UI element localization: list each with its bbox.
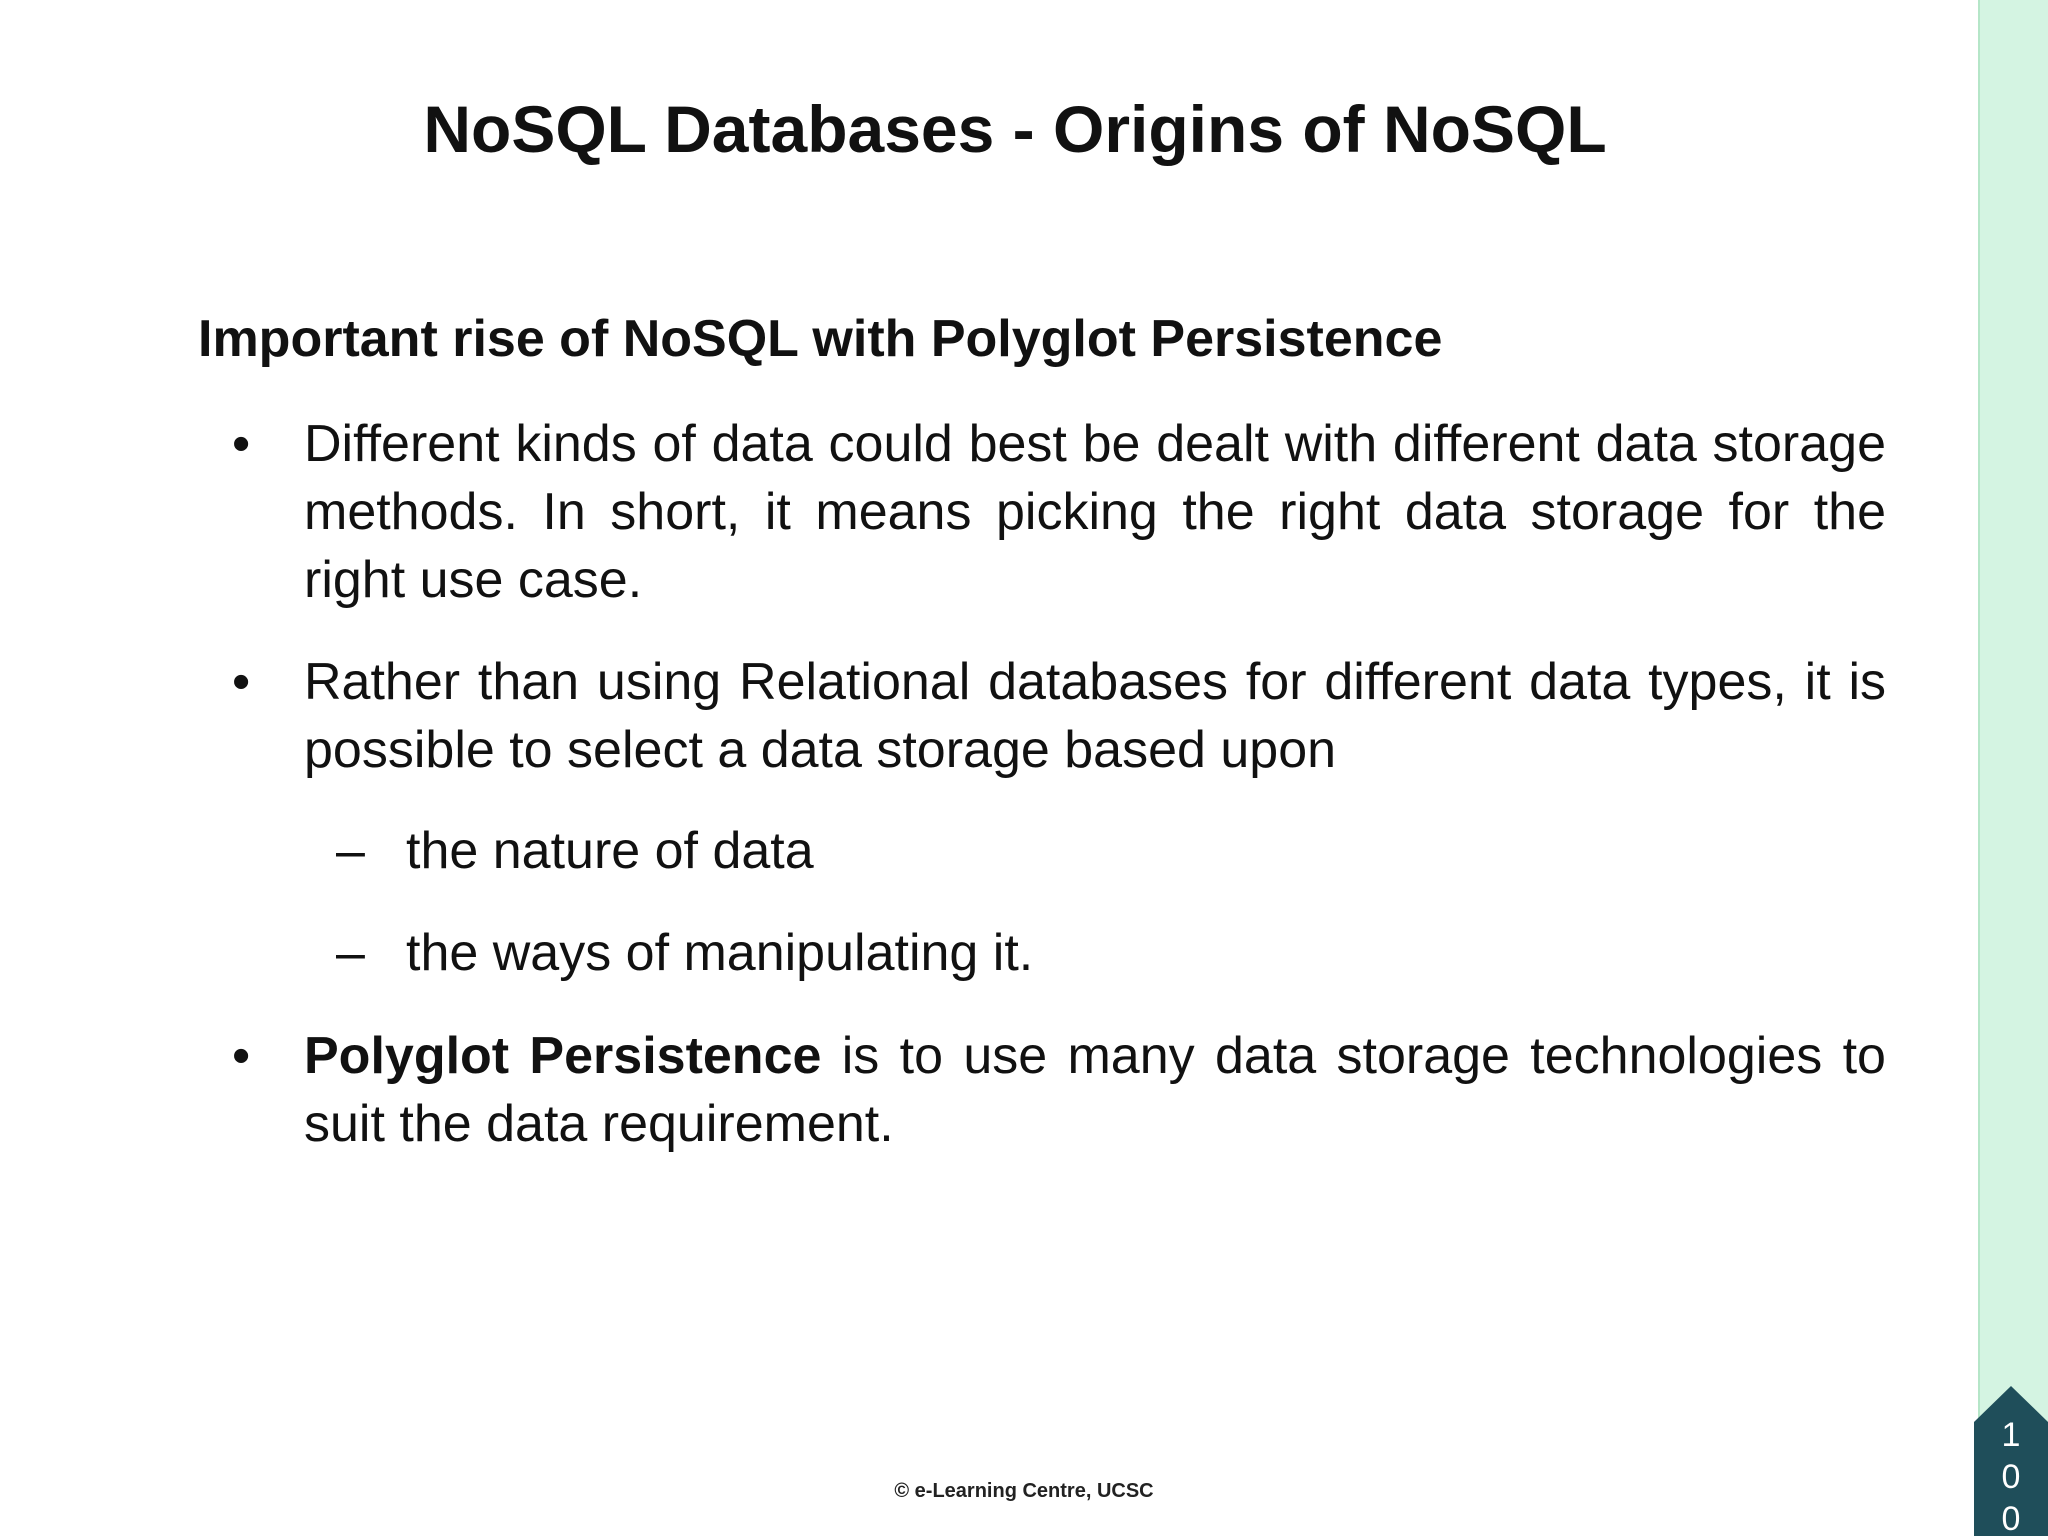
bullet-item-3	[304, 1022, 1886, 1158]
slide-title: NoSQL Databases - Origins of NoSQL	[423, 92, 1607, 166]
bullet-item-3-text: is to use many data storage technologies to suit the data requirement.	[304, 1027, 1886, 1153]
dash-icon: –	[336, 822, 365, 880]
slide-subheading: Important rise of NoSQL with Polyglot Persistence	[198, 310, 1443, 368]
side-strip	[1978, 0, 2048, 1536]
bullet-item-2: Rather than using Relational databases for different data types, it is possible to select a data storage based upon	[304, 653, 1886, 779]
page-number-digit: 1	[2001, 1416, 2021, 1454]
sub-item-2: the ways of manipulating it.	[406, 924, 1034, 982]
bullet-icon: •	[232, 653, 251, 711]
bullet-item-3-bold-lead: Polyglot Persistence	[304, 1027, 822, 1085]
dash-icon: –	[336, 924, 365, 982]
page-number	[1974, 1414, 2048, 1540]
footer-copyright: © e-Learning Centre, UCSC	[894, 1480, 1154, 1502]
bullet-icon: •	[232, 415, 251, 473]
bullet-icon: •	[232, 1027, 251, 1085]
page-number-digit: 0	[2001, 1500, 2021, 1538]
sub-item-1: the nature of data	[406, 822, 814, 880]
bullet-item-1: Different kinds of data could best be dealt with different data storage methods. In short, it means picking the right data storage for the right use case.	[304, 415, 1886, 609]
page-number-digit: 0	[2001, 1458, 2021, 1496]
